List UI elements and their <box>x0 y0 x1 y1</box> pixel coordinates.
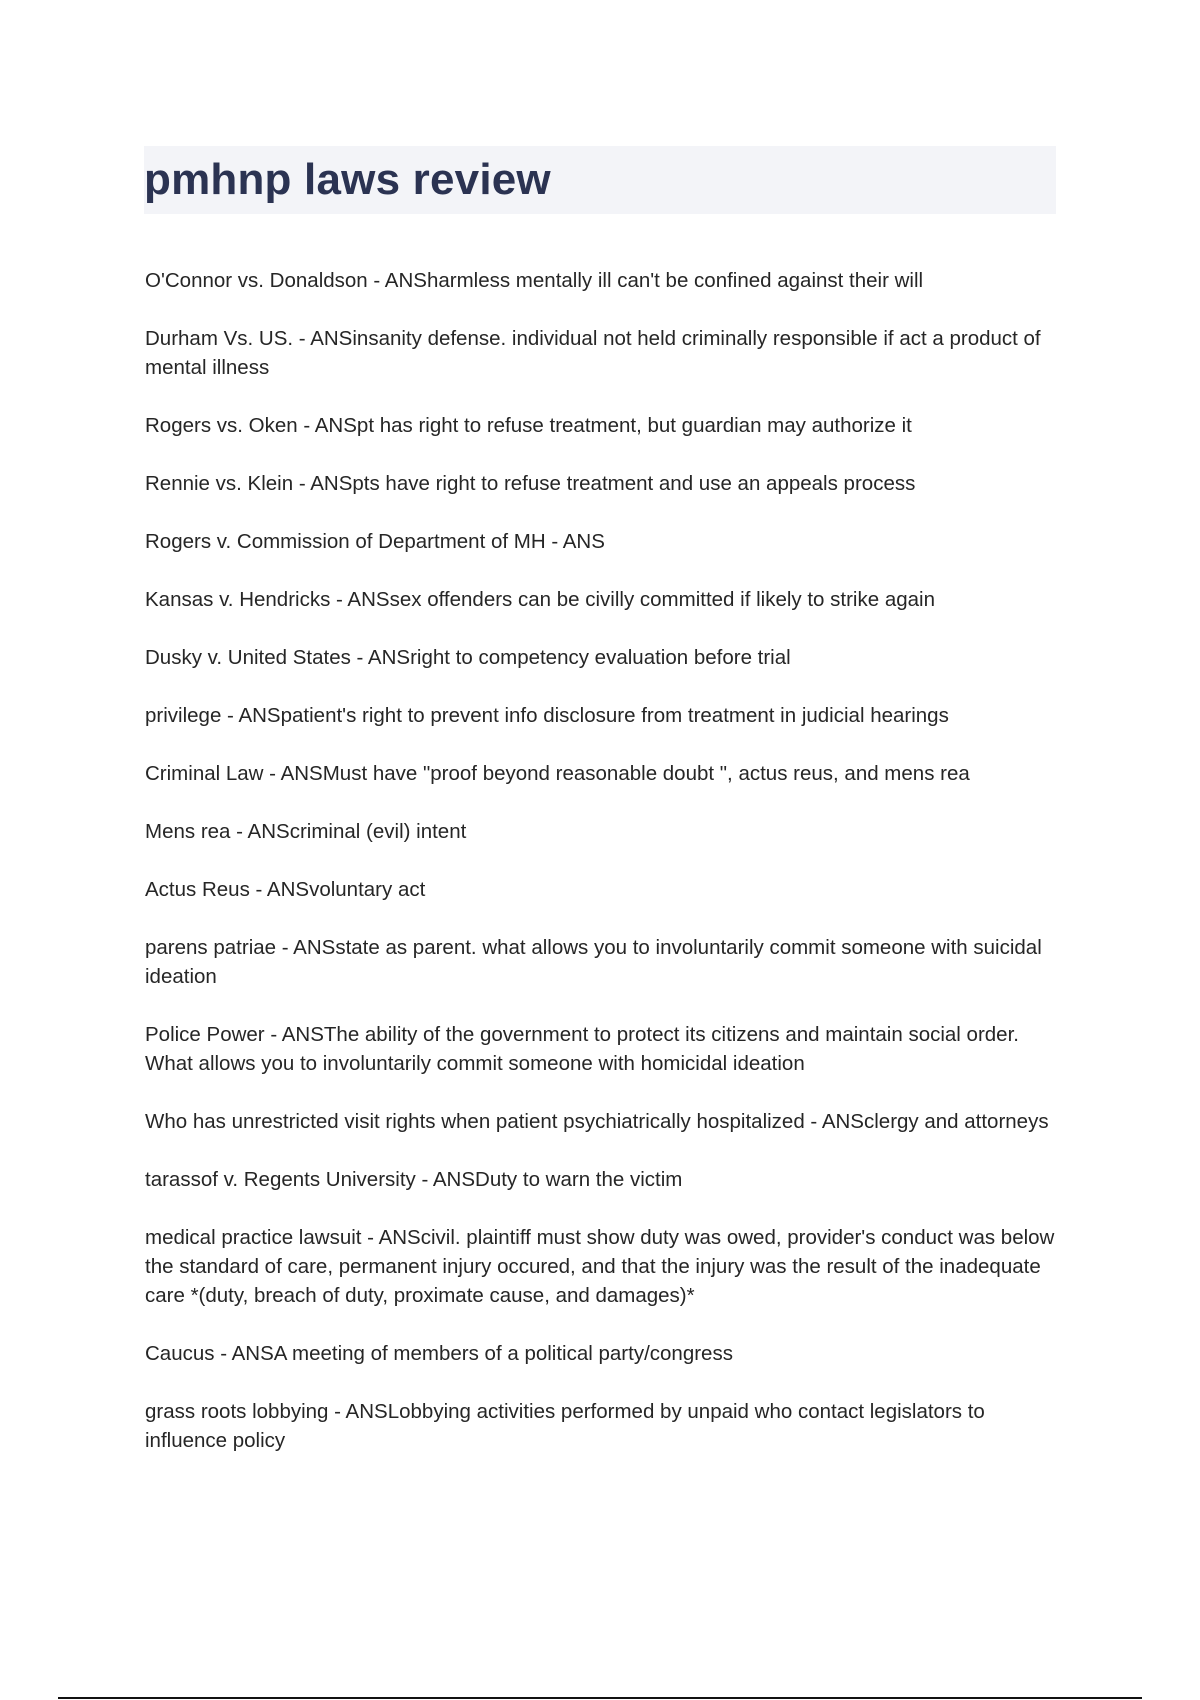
entry-separator: - ANS <box>263 762 323 785</box>
entry-term: O'Connor vs. Donaldson <box>145 269 368 292</box>
entry-definition: criminal (evil) intent <box>289 820 467 843</box>
entry-term: Durham Vs. US. <box>145 327 294 350</box>
entry-separator: - ANS <box>804 1110 864 1133</box>
footer-rule <box>58 1697 1142 1699</box>
entry-separator: - ANS <box>545 530 605 553</box>
entry-definition: harmless mentally ill can't be confined against their will <box>426 269 924 292</box>
list-item <box>145 875 1065 904</box>
entry-term: Kansas v. Hendricks <box>145 588 331 611</box>
entry-definition: pts have right to refuse treatment and use an appeals process <box>352 472 916 495</box>
entry-list <box>145 266 1065 1484</box>
entry-separator: - ANS <box>221 704 281 727</box>
list-item <box>145 933 1065 991</box>
entry-term: medical practice lawsuit <box>145 1226 362 1249</box>
list-item <box>145 643 1065 672</box>
list-item <box>145 1107 1065 1136</box>
entry-separator: - ANS <box>361 1226 421 1249</box>
list-item <box>145 266 1065 295</box>
entry-definition: state as parent. what allows you to involuntarily commit someone with suicidal ideation <box>145 936 1042 988</box>
entry-definition: Lobbying activities performed by unpaid who contact legislators to influence policy <box>145 1400 985 1452</box>
entry-term: Rennie vs. Klein <box>145 472 294 495</box>
entry-separator: - ANS <box>328 1400 388 1423</box>
list-item <box>145 759 1065 788</box>
entry-term: Who has unrestricted visit rights when patient psychiatrically hospitalized <box>145 1110 805 1133</box>
entry-definition: civil. plaintiff must show duty was owed, provider's conduct was below the standard of care, permanent injury occured, and that the injury was the result of the inadequate care *(duty, breach of duty, proximate cause, and damages)* <box>145 1226 1055 1307</box>
entry-definition: A meeting of members of a political party/congress <box>273 1342 733 1365</box>
entry-definition: Must have "proof beyond reasonable doubt ", actus reus, and mens rea <box>322 762 970 785</box>
list-item <box>145 527 1065 556</box>
list-item <box>145 324 1065 382</box>
entry-term: Dusky v. United States <box>145 646 351 669</box>
entry-definition: The ability of the government to protect its citizens and maintain social order. What allows you to involuntarily commit someone with homicidal ideation <box>145 1023 1019 1075</box>
list-item <box>145 1020 1065 1078</box>
page-title: pmhnp laws review <box>144 155 551 204</box>
list-item <box>145 1339 1065 1368</box>
list-item <box>145 1165 1065 1194</box>
entry-definition: clergy and attorneys <box>863 1110 1049 1133</box>
entry-separator: - ANS <box>297 414 357 437</box>
list-item <box>145 701 1065 730</box>
entry-term: grass roots lobbying <box>145 1400 329 1423</box>
entry-term: Caucus <box>145 1342 215 1365</box>
entry-term: Rogers v. Commission of Department of MH <box>145 530 546 553</box>
entry-definition: patient's right to prevent info disclosure from treatment in judicial hearings <box>280 704 949 727</box>
entry-separator: - ANS <box>230 820 290 843</box>
title-band <box>144 146 1056 214</box>
entry-separator: - ANS <box>350 646 411 669</box>
entry-definition: sex offenders can be civilly committed if likely to strike again <box>389 588 935 611</box>
list-item <box>145 817 1065 846</box>
entry-separator: - ANS <box>367 269 427 292</box>
entry-term: privilege <box>145 704 222 727</box>
list-item <box>145 1397 1065 1455</box>
entry-definition: pt has right to refuse treatment, but guardian may authorize it <box>356 414 912 437</box>
entry-term: parens patriae <box>145 936 277 959</box>
entry-definition: voluntary act <box>309 878 426 901</box>
list-item <box>145 1223 1065 1310</box>
entry-term: Mens rea <box>145 820 231 843</box>
list-item <box>145 585 1065 614</box>
list-item <box>145 469 1065 498</box>
entry-separator: - ANS <box>276 936 336 959</box>
entry-separator: - ANS <box>214 1342 274 1365</box>
entry-separator: - ANS <box>415 1168 476 1191</box>
entry-term: Police Power <box>145 1023 265 1046</box>
entry-term: Criminal Law <box>145 762 264 785</box>
entry-separator: - ANS <box>330 588 390 611</box>
entry-separator: - ANS <box>293 472 353 495</box>
entry-definition: right to competency evaluation before trial <box>410 646 791 669</box>
entry-separator: - ANS <box>264 1023 324 1046</box>
list-item <box>145 411 1065 440</box>
entry-separator: - ANS <box>249 878 310 901</box>
entry-term: Actus Reus <box>145 878 250 901</box>
entry-term: tarassof v. Regents University <box>145 1168 416 1191</box>
entry-term: Rogers vs. Oken <box>145 414 298 437</box>
entry-definition: insanity defense. individual not held criminally responsible if act a product of mental illness <box>145 327 1041 379</box>
entry-separator: - ANS <box>293 327 353 350</box>
entry-definition: Duty to warn the victim <box>475 1168 683 1191</box>
